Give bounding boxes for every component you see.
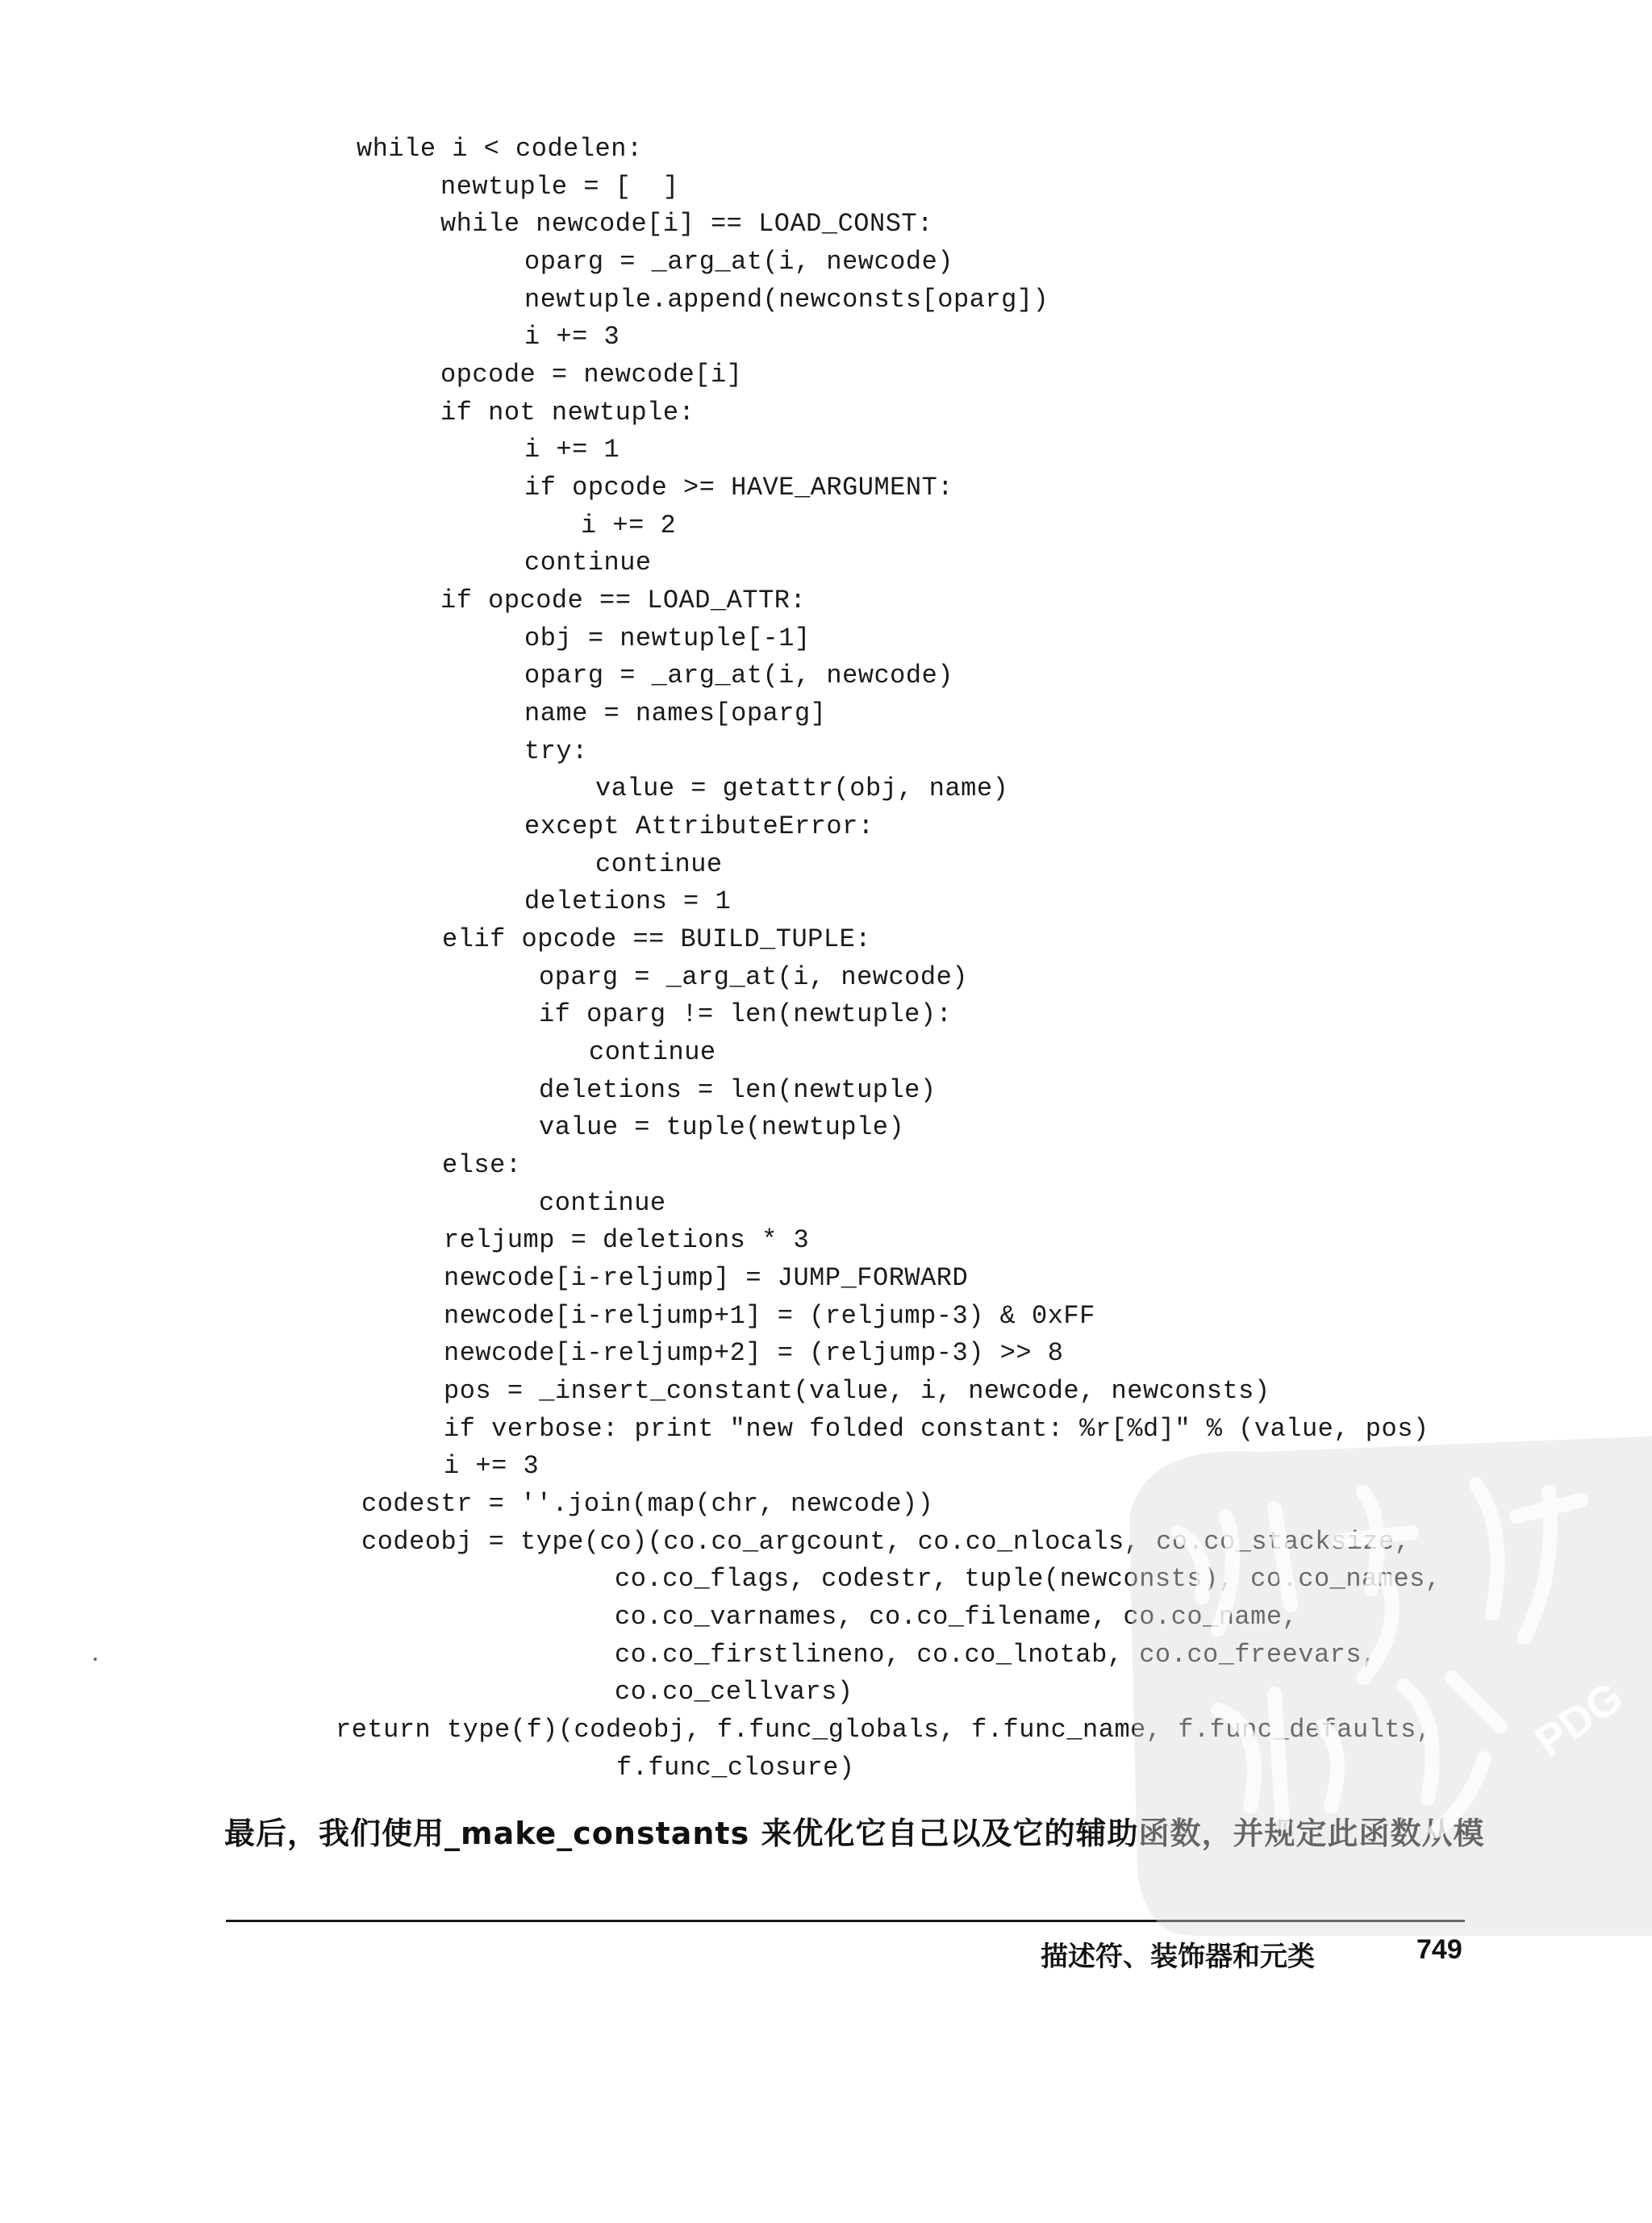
code-line: if opcode == LOAD_ATTR: (440, 586, 807, 615)
code-line: deletions = len(newtuple) (539, 1075, 937, 1105)
code-line: oparg = _arg_at(i, newcode) (539, 962, 968, 992)
page-number: 749 (1416, 1934, 1462, 1965)
code-line: name = names[oparg] (524, 699, 827, 728)
code-line: except AttributeError: (524, 811, 874, 841)
code-line: obj = newtuple[-1] (524, 624, 811, 653)
code-line: i += 3 (444, 1451, 540, 1481)
scan-speck (94, 1658, 97, 1661)
code-line: continue (595, 849, 723, 879)
code-line: continue (524, 548, 652, 578)
code-line: while newcode[i] == LOAD_CONST: (440, 209, 933, 239)
code-line: i += 3 (524, 322, 620, 352)
code-line: co.co_varnames, co.co_filename, co.co_name, (615, 1602, 1299, 1632)
watermark-label: PDG (1526, 1672, 1632, 1766)
code-line: else: (442, 1150, 522, 1180)
body-paragraph: 最后，我们使用_make_constants 来优化它自己以及它的辅助函数，并规定此函数从模 (224, 1816, 1485, 1851)
code-line: value = getattr(obj, name) (595, 774, 1009, 803)
code-line: oparg = _arg_at(i, newcode) (524, 661, 953, 690)
code-line: co.co_flags, codestr, tuple(newconsts), co.co_names, (615, 1564, 1441, 1594)
code-line: if opcode >= HAVE_ARGUMENT: (524, 473, 953, 503)
code-line: co.co_cellvars) (615, 1677, 853, 1707)
code-line: try: (524, 736, 588, 766)
code-line: if not newtuple: (440, 398, 695, 428)
code-line: oparg = _arg_at(i, newcode) (524, 247, 953, 277)
code-line: newcode[i-reljump+1] = (reljump-3) & 0xFF (444, 1301, 1095, 1331)
code-line: return type(f)(codeobj, f.func_globals, f.func_name, f.func_defaults, (336, 1715, 1433, 1745)
code-line: reljump = deletions * 3 (444, 1225, 810, 1255)
code-line: deletions = 1 (524, 886, 732, 916)
code-line: continue (539, 1188, 666, 1218)
code-line: elif opcode == BUILD_TUPLE: (442, 924, 871, 954)
code-line: continue (589, 1037, 716, 1067)
code-line: i += 2 (581, 511, 677, 540)
code-line: newtuple = [ ] (440, 172, 679, 202)
code-line: f.func_closure) (616, 1753, 855, 1783)
code-line: pos = _insert_constant(value, i, newcode, newconsts) (444, 1376, 1270, 1406)
code-line: codeobj = type(co)(co.co_argcount, co.co_nlocals, co.co_stacksize, (361, 1527, 1411, 1557)
code-line: i += 1 (524, 435, 620, 465)
code-line: newtuple.append(newconsts[oparg]) (524, 285, 1049, 315)
code-line: co.co_firstlineno, co.co_lnotab, co.co_freevars, (615, 1640, 1378, 1670)
code-line: newcode[i-reljump+2] = (reljump-3) >> 8 (444, 1338, 1064, 1368)
code-line: newcode[i-reljump] = JUMP_FORWARD (444, 1263, 969, 1293)
footer-rule (226, 1920, 1465, 1922)
code-line: codestr = ''.join(map(chr, newcode)) (361, 1489, 934, 1519)
running-footer-title: 描述符、装饰器和元类 (1041, 1941, 1315, 1973)
code-line: opcode = newcode[i] (440, 360, 743, 390)
code-line: if verbose: print "new folded constant: %r[%d]" % (value, pos) (444, 1414, 1429, 1444)
code-line: if oparg != len(newtuple): (539, 999, 953, 1029)
code-line: value = tuple(newtuple) (539, 1112, 905, 1142)
code-line: while i < codelen: (357, 134, 643, 164)
